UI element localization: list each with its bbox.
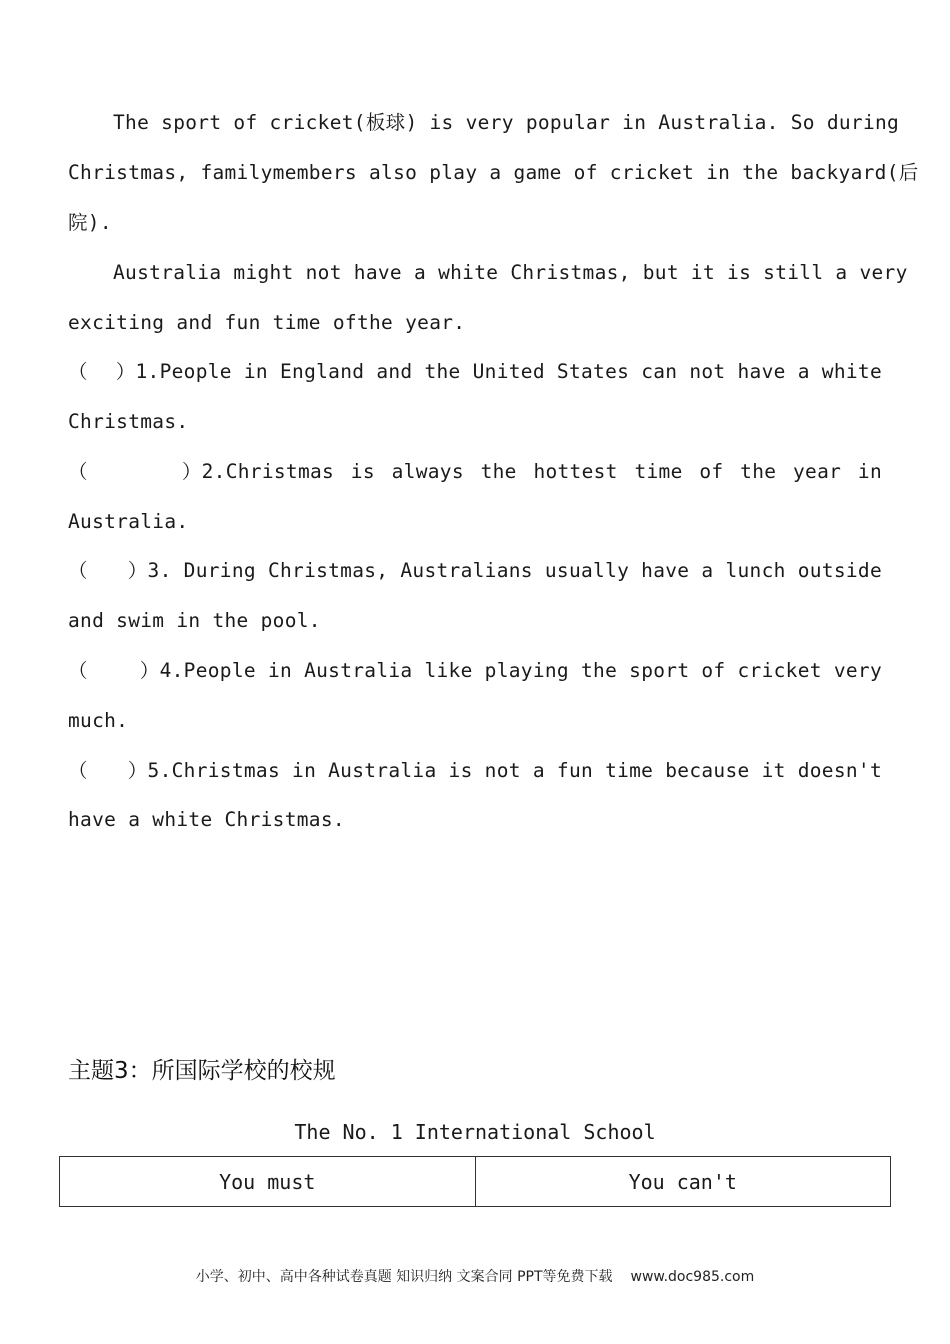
answer-blank-open: （ [68,360,88,383]
answer-blank-open: （ [68,559,88,582]
answer-blank-close: ） [181,460,202,483]
question-2 [68,458,882,486]
table-header-must: You must [60,1157,476,1207]
question-1 [68,358,882,386]
answer-blank-open: （ [68,460,88,483]
question-text: 4.People in Australia like playing the sport of cricket very [159,659,882,682]
question-text: 2.Christmas is always the hottest time of the year in [201,460,882,483]
table-header-row [60,1157,891,1207]
footer-text: 小学、初中、高中各种试卷真题 知识归纳 文案合同 PPT等免费下载 [195,1269,613,1285]
passage-line: Australia might not have a white Christmas, but it is still a very [113,261,908,284]
question-text: 5.Christmas in Australia is not a fun time because it doesn't [147,759,882,782]
topic-heading: 主题3：所国际学校的校规 [68,1058,336,1084]
answer-blank-close: ） [127,559,148,582]
question-3 [68,557,882,585]
question-continuation: Australia. [68,510,189,533]
answer-blank-close: ） [127,759,148,782]
passage-line: exciting and fun time ofthe year. [68,311,466,334]
question-continuation: much. [68,709,129,732]
school-rules-table [59,1156,891,1207]
answer-blank-close: ） [115,360,136,383]
answer-blank-close: ） [139,659,160,682]
answer-blank-open: （ [68,759,88,782]
question-text: 1.People in England and the United States can not have a white [135,360,882,383]
passage-line: 院). [68,211,112,234]
question-4 [68,657,882,685]
passage-line: Christmas, familymembers also play a game of cricket in the backyard(后 [68,161,919,184]
table-header-cant: You can't [475,1157,891,1207]
question-text: 3. During Christmas, Australians usually have a lunch outside [147,559,882,582]
question-continuation: Christmas. [68,410,189,433]
question-continuation: have a white Christmas. [68,808,345,831]
table-caption: The No. 1 International School [294,1120,656,1144]
answer-blank-open: （ [68,659,88,682]
passage-line: The sport of cricket(板球) is very popular in Australia. So during [113,111,900,134]
page-footer [0,1266,950,1286]
question-5 [68,757,882,785]
question-continuation: and swim in the pool. [68,609,321,632]
footer-url[interactable]: www.doc985.com [630,1269,755,1285]
